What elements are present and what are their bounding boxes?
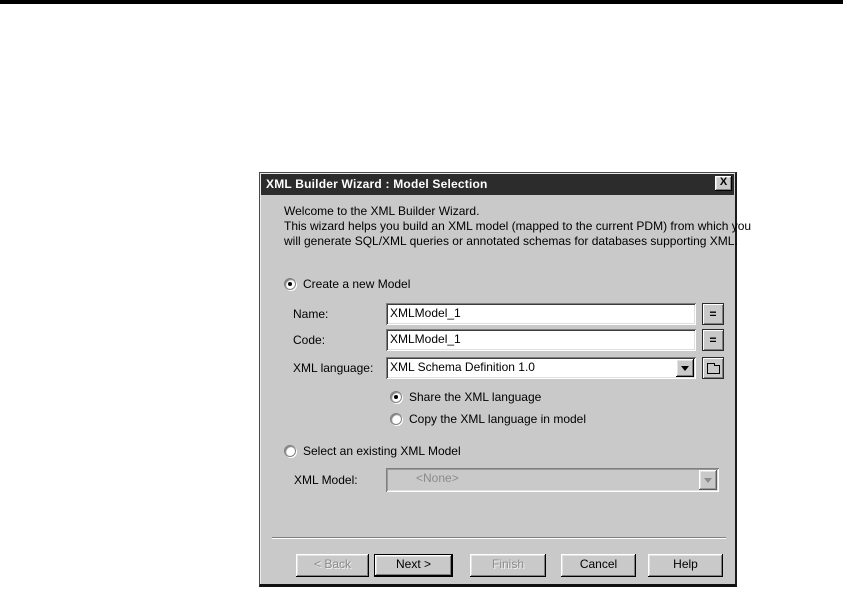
description-text [284, 219, 751, 248]
xml-model-combobox [386, 468, 719, 492]
xml-language-combobox[interactable] [386, 357, 696, 379]
radio-share-xml-language-label[interactable]: Share the XML language [409, 390, 542, 404]
close-icon: X [719, 176, 728, 188]
equals-icon: = [709, 307, 717, 321]
radio-create-new-model-label[interactable]: Create a new Model [303, 277, 411, 291]
separator [272, 537, 726, 539]
code-equals-button[interactable] [702, 329, 724, 351]
radio-share-xml-language[interactable] [390, 390, 541, 404]
dialog-title: XML Builder Wizard : Model Selection [266, 177, 488, 191]
welcome-text: Welcome to the XML Builder Wizard. [284, 204, 480, 218]
name-label: Name: [293, 307, 329, 321]
radio-copy-xml-language[interactable] [390, 412, 586, 426]
description-line-2: will generate SQL/XML queries or annotated schemas for databases supporting XML. [284, 233, 738, 248]
xml-language-label: XML language: [293, 361, 374, 375]
xml-builder-wizard-dialog [259, 172, 752, 587]
xml-model-value: <None> [416, 471, 459, 485]
code-value: XMLModel_1 [390, 332, 461, 346]
xml-model-dropdown-button [699, 470, 717, 490]
radio-select-existing-model-label[interactable]: Select an existing XML Model [303, 444, 461, 458]
code-label: Code: [293, 333, 326, 347]
radio-copy-xml-language-label[interactable]: Copy the XML language in model [409, 412, 586, 426]
description-line-1: This wizard helps you build an XML model (mapped to the current PDM) from which you [284, 219, 752, 233]
name-value: XMLModel_1 [390, 306, 461, 320]
code-input[interactable] [386, 329, 696, 351]
finish-button: Finish [470, 554, 546, 577]
radio-share-xml-language-icon[interactable] [390, 391, 402, 403]
radio-select-existing-model-icon[interactable] [284, 445, 296, 457]
radio-select-existing-model[interactable] [284, 444, 461, 458]
name-equals-button[interactable] [702, 303, 724, 325]
radio-copy-xml-language-icon[interactable] [390, 413, 402, 425]
radio-create-new-model-icon[interactable] [284, 278, 296, 290]
radio-create-new-model[interactable] [284, 277, 410, 291]
xml-language-browse-button[interactable] [702, 357, 724, 379]
page-top-rule [0, 0, 843, 4]
name-input[interactable] [386, 303, 696, 325]
xml-model-label: XML Model: [294, 473, 358, 487]
chevron-down-icon [681, 366, 689, 371]
close-button[interactable] [715, 176, 732, 191]
xml-language-dropdown-button[interactable] [676, 359, 694, 377]
folder-icon [707, 365, 720, 374]
equals-icon: = [709, 333, 717, 347]
back-button: < Back [296, 554, 369, 577]
chevron-down-icon [704, 478, 712, 483]
next-button[interactable]: Next > [374, 554, 453, 577]
cancel-button[interactable]: Cancel [561, 554, 636, 577]
help-button[interactable]: Help [648, 554, 723, 577]
dialog-titlebar[interactable] [261, 174, 734, 195]
xml-language-value: XML Schema Definition 1.0 [390, 360, 535, 374]
